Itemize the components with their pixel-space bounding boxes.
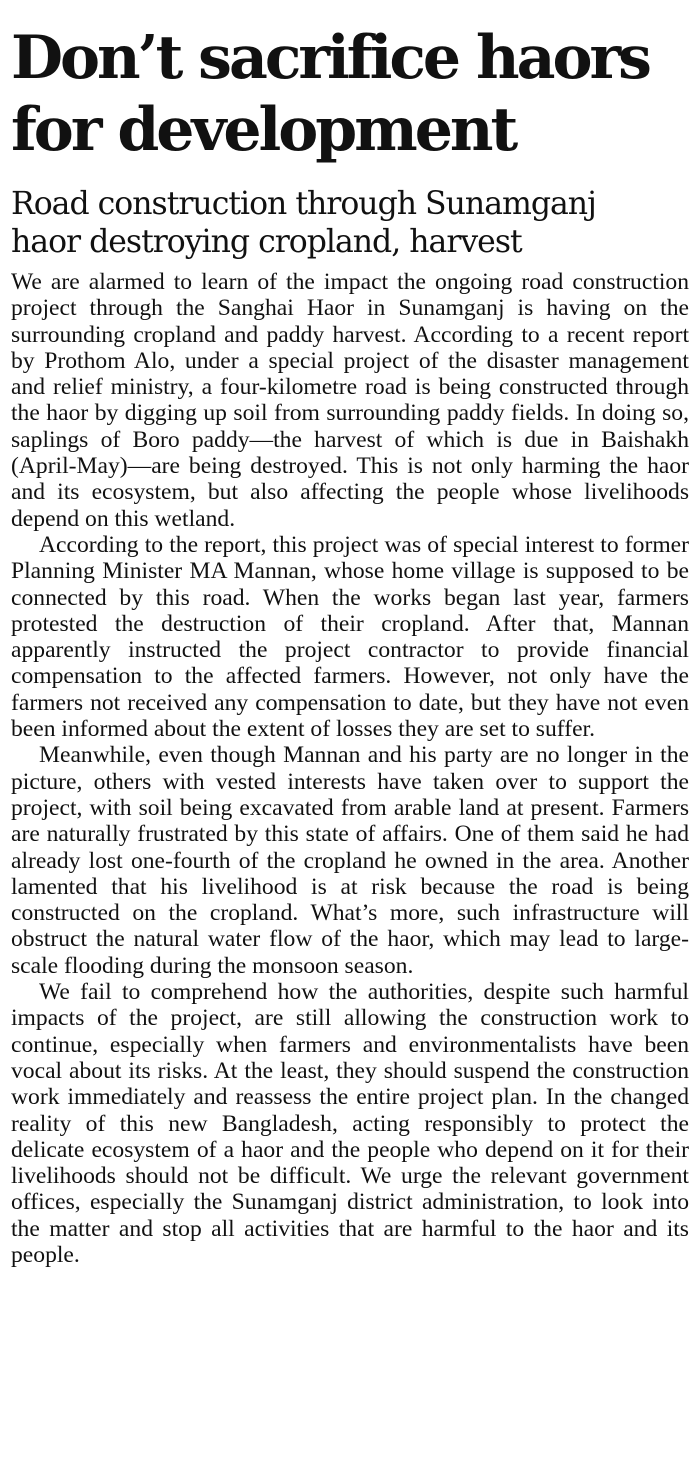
body-paragraph-3: Meanwhile, even though Mannan and his party are no longer in the picture, others with vested interests have taken over to support the project, with soil being excavated from arable land at present. Farmers are naturally frustrated by this state of affairs. One of them said he had already lost one-fourth of the cropland he owned in the area. Another lamented that his livelihood is at risk because the road is being constructed on the cropland. What’s more, such infrastructure will obstruct the natural water flow of the haor, which may lead to large-scale flooding during the monsoon season. <box>11 742 689 979</box>
body-paragraph-4: We fail to comprehend how the authorities, despite such harmful impacts of the project, are still allowing the construction work to continue, especially when farmers and environmentalists have been vocal about its risks. At the least, they should suspend the construction work immediately and reassess the entire project plan. In the changed reality of this new Bangladesh, acting responsibly to protect the delicate ecosystem of a haor and the people who depend on it for their livelihoods should not be difficult. We urge the relevant government offices, especially the Sunamganj district administration, to look into the matter and stop all activities that are harmful to the haor and its people. <box>11 979 689 1268</box>
standfirst <box>11 185 689 261</box>
standfirst-line-1: Road construction through Sunamganj <box>11 186 596 222</box>
headline-line-1: Don’t sacrifice haors <box>11 23 649 93</box>
headline-line-2: for development <box>11 95 516 165</box>
editorial-article <box>11 22 689 1268</box>
article-body <box>11 269 689 1268</box>
standfirst-line-2: haor destroying cropland, harvest <box>11 224 522 260</box>
headline <box>11 22 689 166</box>
body-paragraph-1: We are alarmed to learn of the impact the ongoing road construction project through the Sanghai Haor in Sunamganj is having on the surrounding cropland and paddy harvest. According to a recent report by Prothom Alo, under a special project of the disaster management and relief ministry, a four-kilometre road is being constructed through the haor by digging up soil from surrounding paddy fields. In doing so, saplings of Boro paddy—the harvest of which is due in Baishakh (April-May)—are being destroyed. This is not only harming the haor and its ecosystem, but also affecting the people whose livelihoods depend on this wetland. <box>11 269 689 532</box>
body-paragraph-2: According to the report, this project was of special interest to former Planning Minister MA Mannan, whose home village is supposed to be connected by this road. When the works began last year, farmers protested the destruction of their cropland. After that, Mannan apparently instructed the project contractor to provide financial compensation to the affected farmers. However, not only have the farmers not received any compensation to date, but they have not even been informed about the extent of losses they are set to suffer. <box>11 531 689 743</box>
